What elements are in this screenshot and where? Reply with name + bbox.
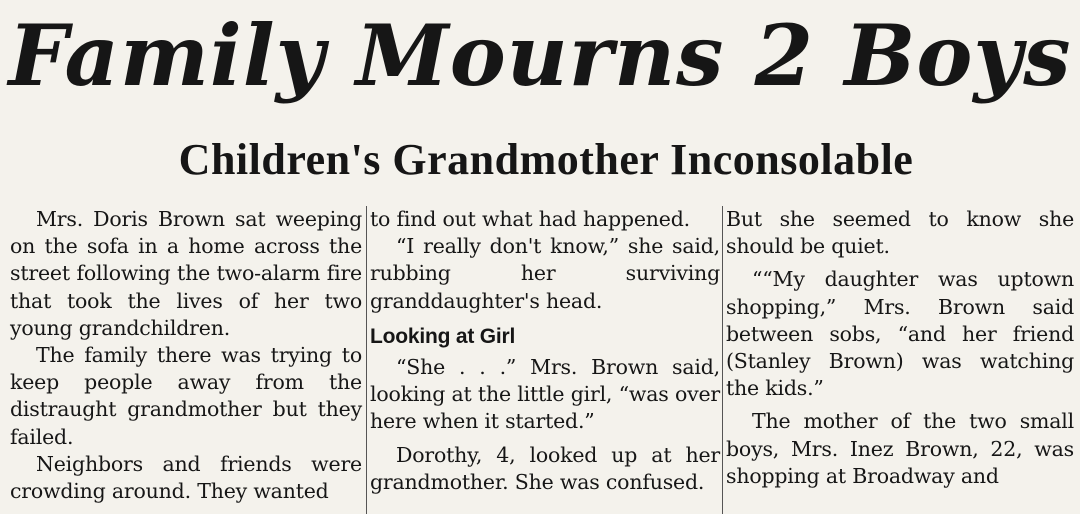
paragraph: ““My daughter was uptown shopping,” Mrs. Brown said between sobs, “and her friend (Stanley Brown) was watching the kids.” [726, 267, 1074, 401]
column-rule-2 [722, 206, 723, 514]
paragraph: “She . . .” Mrs. Brown said, looking at the little girl, “was over here when it started.” [370, 355, 720, 434]
paragraph: Neighbors and friends were crowding around. They wanted [10, 451, 362, 504]
article-column-1 [10, 206, 362, 505]
paragraph: The mother of the two small boys, Mrs. Inez Brown, 22, was shopping at Broadway and [726, 409, 1074, 488]
headline: Family Mourns 2 Boys [8, 6, 1072, 105]
article-column-2 [370, 206, 720, 496]
article-column-3 [726, 206, 1074, 490]
subheadline: Children's Grandmother Inconsolable [178, 135, 914, 184]
paragraph: to find out what had happened. [370, 207, 690, 231]
section-subhead: Looking at Girl [370, 324, 516, 348]
paragraph: Dorothy, 4, looked up at her grandmother. She was confused. [370, 442, 720, 494]
column-rule-1 [366, 206, 367, 514]
paragraph: But she seemed to know she should be quiet. [726, 207, 1074, 259]
paragraph: The family there was trying to keep people away from the distraught grandmother but they failed. [10, 343, 362, 449]
paragraph: “I really don't know,” she said, rubbing her surviving granddaughter's head. [370, 234, 720, 313]
paragraph: Mrs. Doris Brown sat weeping on the sofa in a home across the street following the two-alarm fire that took the lives of her two young grandchildren. [10, 207, 362, 340]
